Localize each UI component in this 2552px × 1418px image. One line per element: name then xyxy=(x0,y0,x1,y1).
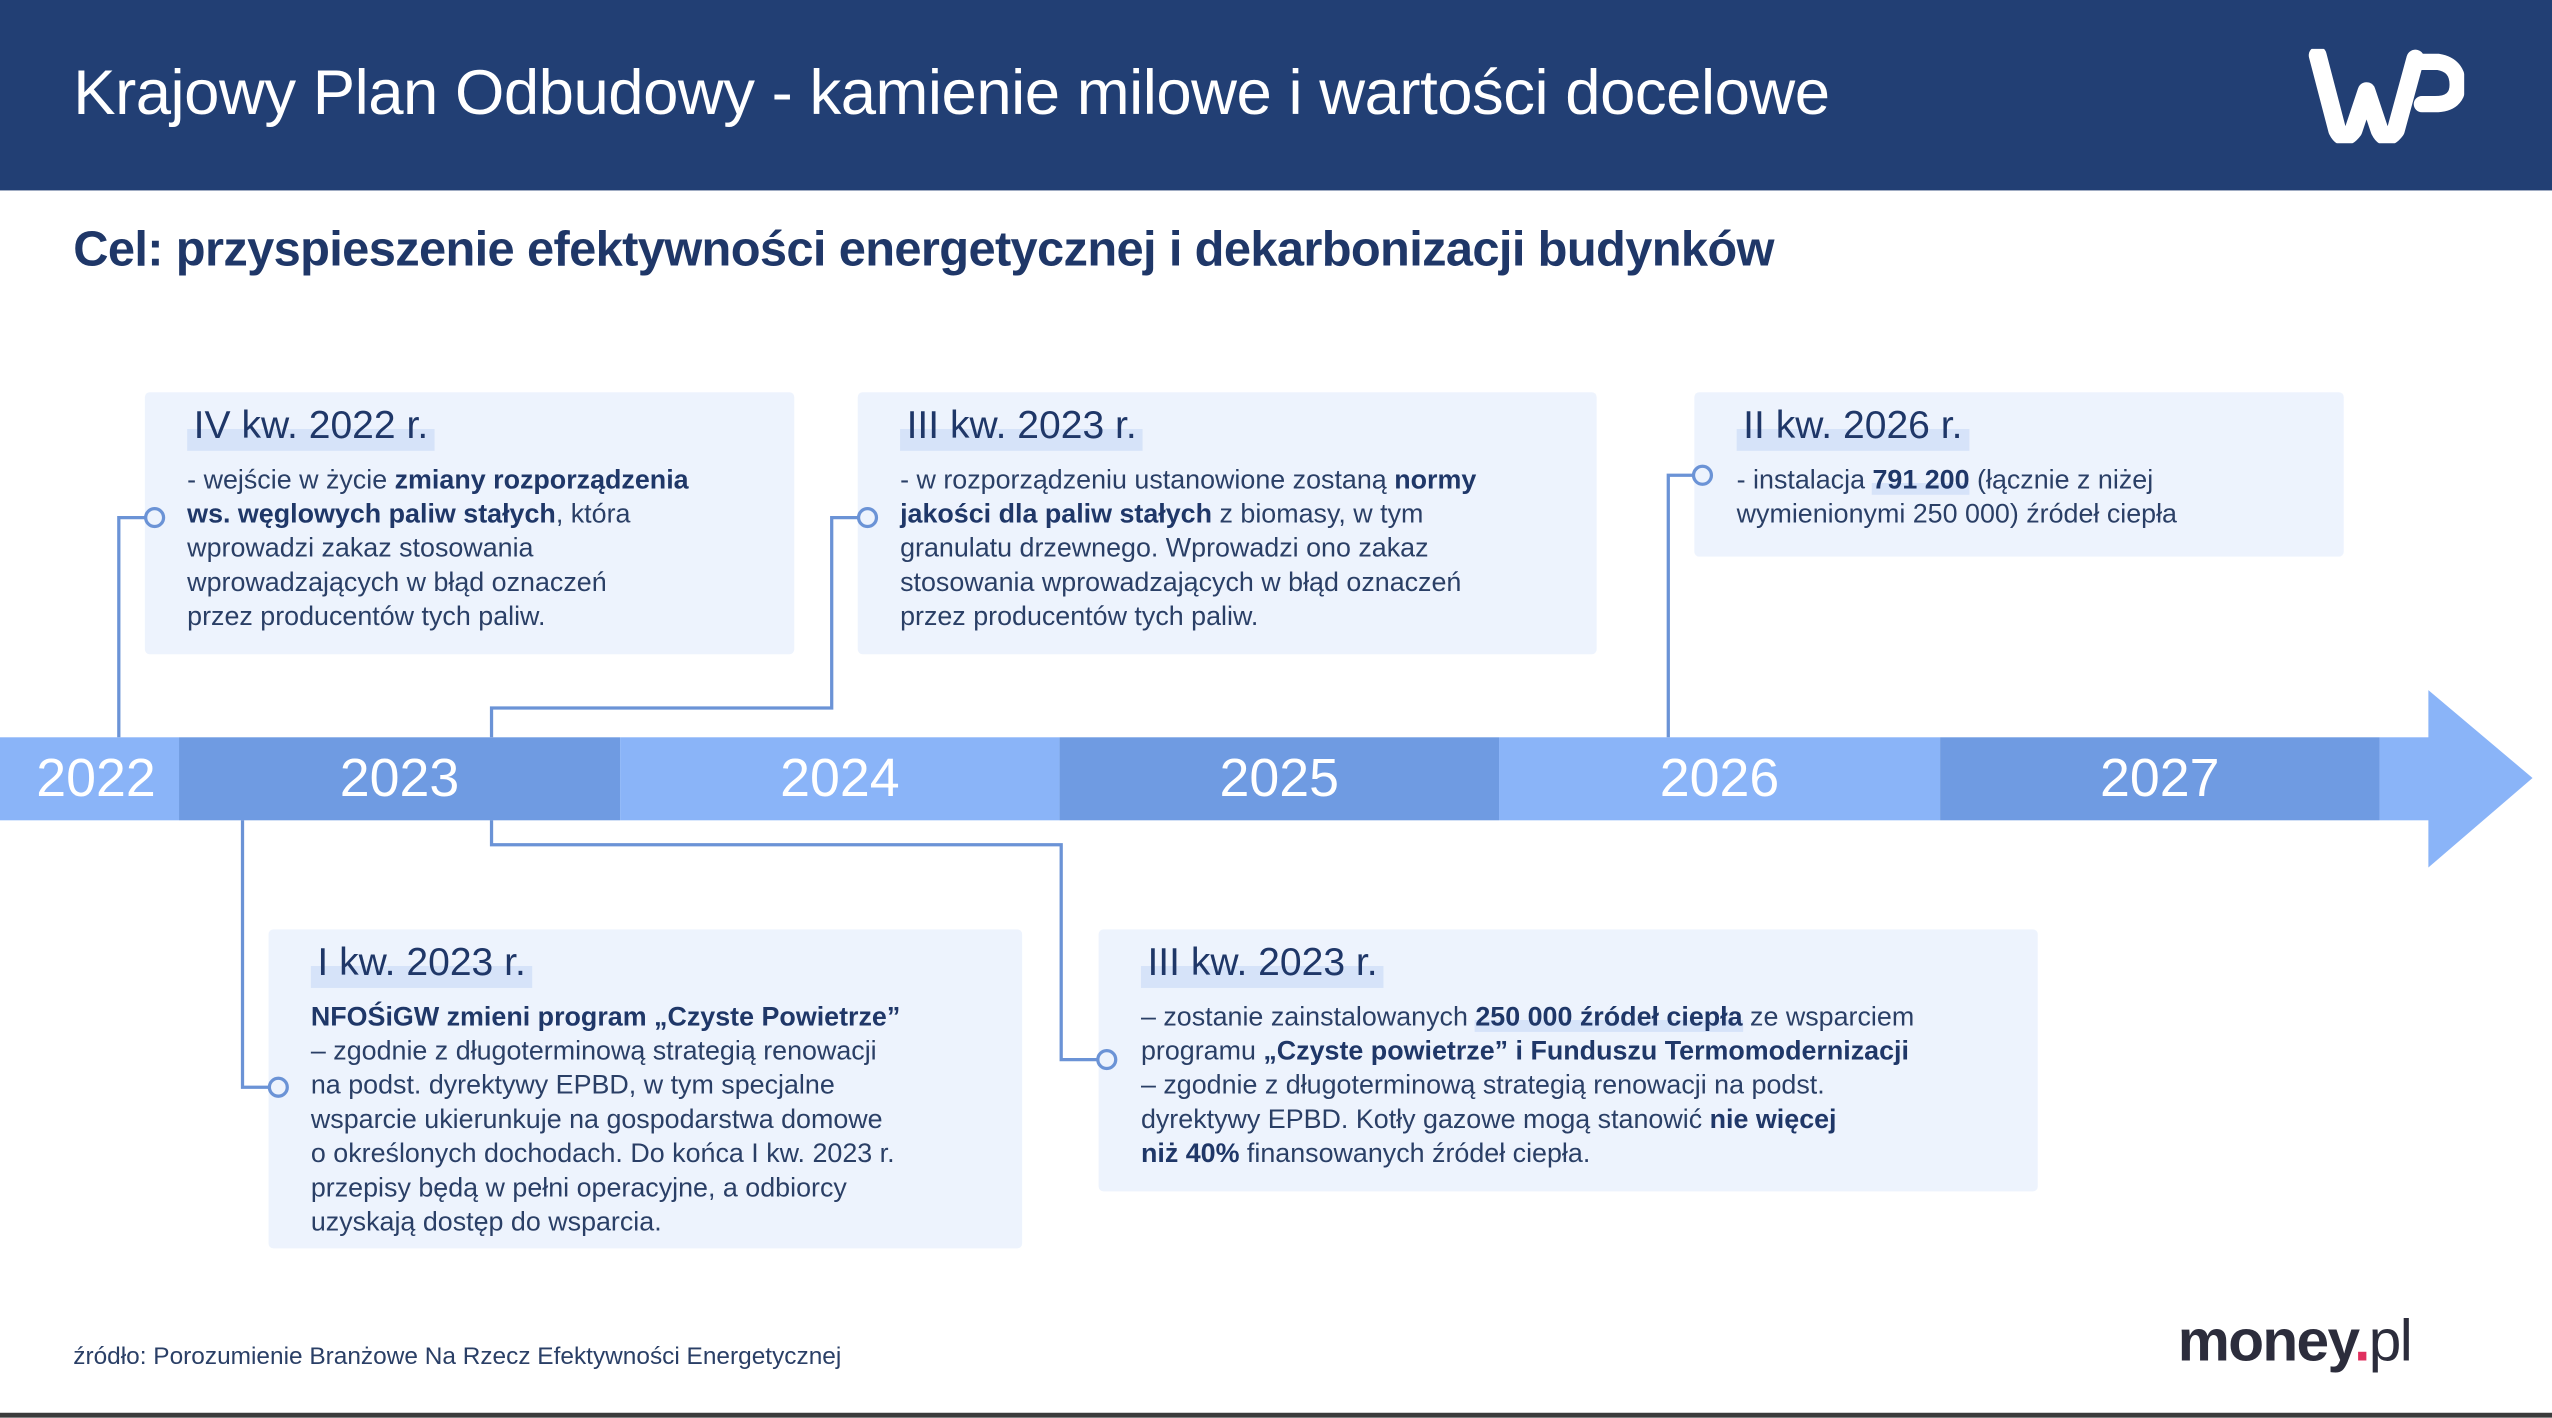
milestone-date: IV kw. 2022 r. xyxy=(187,402,435,451)
text-segment: - instalacja xyxy=(1736,465,1873,495)
text-segment: przez producentów tych paliw. xyxy=(187,602,546,632)
emphasis-text: niż 40% xyxy=(1140,1139,1240,1169)
year-label: 2025 xyxy=(1219,747,1340,808)
connector-dot-icon xyxy=(1694,466,1712,484)
emphasis-text: 791 200 xyxy=(1872,465,1970,495)
text-segment: przepisy będą w pełni operacyjne, a odbiorcy xyxy=(310,1173,847,1203)
text-segment: stosowania wprowadzających w błąd oznaczeń xyxy=(900,568,1462,598)
emphasis-text: nie więcej xyxy=(1709,1105,1837,1135)
connector-dot-icon xyxy=(269,1078,287,1096)
connector-dot-icon xyxy=(1098,1051,1116,1069)
money-pl-logo xyxy=(2178,1307,2411,1375)
connector-line xyxy=(1668,475,1692,737)
text-segment: wprowadzi zakaz stosowania xyxy=(187,533,534,564)
bottom-divider xyxy=(0,1413,2552,1418)
connector-line xyxy=(119,518,145,738)
source-note: źródło: Porozumienie Branżowe Na Rzecz Efektywności Energetycznej xyxy=(73,1342,842,1371)
text-segment: – zostanie zainstalowanych xyxy=(1140,1002,1476,1032)
text-segment: wsparcie ukierunkuje na gospodarstwa domowe xyxy=(310,1105,883,1135)
milestone-date: I kw. 2023 r. xyxy=(311,939,532,988)
text-segment: – zgodnie z długoterminową strategią renowacji xyxy=(310,1036,877,1067)
text-segment: programu xyxy=(1140,1036,1264,1067)
text-segment: na podst. dyrektywy EPBD, w tym specjalne xyxy=(310,1070,835,1101)
emphasis-text: 250 000 źródeł ciepła xyxy=(1475,1002,1743,1032)
emphasis-text: ws. węglowych paliw stałych xyxy=(187,499,556,529)
text-segment: wymienionymi 250 000) źródeł ciepła xyxy=(1736,499,2178,529)
year-label: 2023 xyxy=(339,747,460,808)
connector-dot-icon xyxy=(859,509,877,527)
text-segment: uzyskają dostęp do wsparcia. xyxy=(310,1207,662,1237)
emphasis-text: jakości dla paliw stałych xyxy=(900,499,1213,529)
timeline-arrowhead-icon xyxy=(2428,690,2532,867)
text-segment: granulatu drzewnego. Wprowadzi ono zakaz xyxy=(900,533,1429,564)
text-segment: o określonych dochodach. Do końca I kw. 2023 r. xyxy=(310,1139,895,1169)
text-segment: z biomasy, w tym xyxy=(1212,499,1424,529)
text-segment: – zgodnie z długoterminową strategią renowacji na podst. xyxy=(1140,1070,1825,1101)
text-segment: , która xyxy=(555,499,631,529)
milestone-date: III kw. 2023 r. xyxy=(1141,939,1384,988)
connector-line xyxy=(492,518,858,738)
year-label: 2024 xyxy=(780,747,900,808)
text-segment: wprowadzających w błąd oznaczeń xyxy=(187,568,607,598)
text-segment: - w rozporządzeniu ustanowione zostaną xyxy=(900,465,1395,495)
page-title: Krajowy Plan Odbudowy - kamienie milowe i wartości docelowe xyxy=(73,58,1830,129)
text-segment: przez producentów tych paliw. xyxy=(900,602,1259,632)
emphasis-text: NFOŚiGW zmieni program „Czyste Powietrze” xyxy=(310,1002,901,1032)
connector-line xyxy=(243,820,269,1087)
text-segment: - wejście w życie xyxy=(187,465,395,495)
text-segment: dyrektywy EPBD. Kotły gazowe mogą stanowić xyxy=(1140,1105,1710,1135)
text-segment: finansowanych źródeł ciepła. xyxy=(1239,1139,1591,1169)
connector-dot-icon xyxy=(146,509,164,527)
emphasis-text: „Czyste powietrze” i Funduszu Termomodernizacji xyxy=(1263,1036,1909,1067)
year-label: 2022 xyxy=(36,747,156,808)
emphasis-text: zmiany rozporządzenia xyxy=(394,465,689,495)
connector-line xyxy=(492,820,1097,1059)
year-label: 2026 xyxy=(1659,747,1780,808)
logo-tld: pl xyxy=(2368,1306,2412,1374)
logo-text: money xyxy=(2177,1306,2355,1374)
emphasis-text: normy xyxy=(1394,465,1477,495)
year-label: 2027 xyxy=(2100,747,2220,808)
milestone-date: III kw. 2023 r. xyxy=(900,402,1143,451)
logo-dot: . xyxy=(2354,1306,2369,1374)
text-segment: (łącznie z niżej xyxy=(1969,465,2154,495)
milestone-date: II kw. 2026 r. xyxy=(1737,402,1969,451)
subtitle: Cel: przyspieszenie efektywności energetycznej i dekarbonizacji budynków xyxy=(73,222,1774,277)
text-segment: ze wsparciem xyxy=(1742,1002,1915,1032)
